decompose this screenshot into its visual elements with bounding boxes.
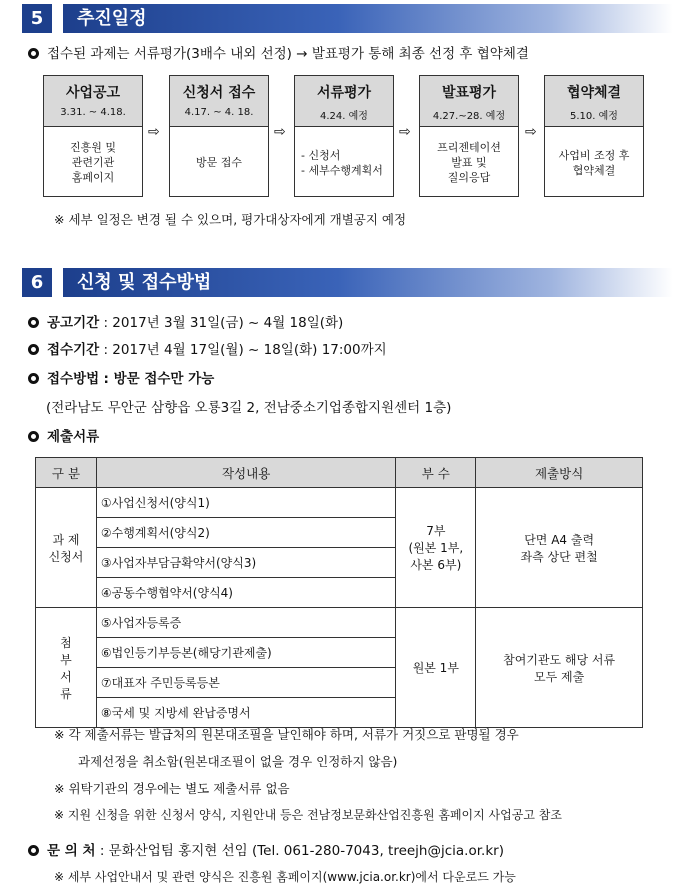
table-row <box>36 488 643 518</box>
step-box-announcement <box>43 75 143 197</box>
documents-table <box>35 457 643 728</box>
step-title: 발표평가 <box>441 85 497 101</box>
note-1: ※ 각 제출서류는 발급처의 원본대조필을 날인해야 하며, 서류가 거짓으로 판명될 경우 <box>54 727 519 742</box>
note-2: ※ 위탁기관의 경우에는 별도 제출서류 없음 <box>54 781 290 796</box>
section-5-header <box>22 4 672 33</box>
schedule-note: ※ 세부 일정은 변경 될 수 있으며, 평가대상자에게 개별공지 예정 <box>54 212 407 227</box>
section-6-header <box>22 268 672 297</box>
table-cell: ⑧국세 및 지방세 완납증명서 <box>96 698 395 728</box>
table-cell: ⑤사업자등록증 <box>96 608 395 638</box>
bullet-icon <box>28 317 39 328</box>
table-cell: ①사업신청서(양식1) <box>96 488 395 518</box>
schedule-intro <box>28 42 529 62</box>
step-body: 진흥원 및 관련기관 홈페이지 <box>69 141 116 184</box>
bullet-icon <box>28 48 39 59</box>
receipt-method: 접수방법 : 방문 접수만 가능 <box>28 367 214 387</box>
table-header-row <box>36 458 643 488</box>
header-contents: 작성내용 <box>96 458 395 488</box>
header-category: 구 분 <box>36 458 97 488</box>
method-cell: 참여기관도 해당 서류 모두 제출 <box>476 608 643 728</box>
section-title: 신청 및 접수방법 <box>63 268 673 297</box>
table-cell: ④공동수행협약서(양식4) <box>96 578 395 608</box>
step-box-agreement <box>544 75 644 197</box>
header-copies: 부 수 <box>396 458 476 488</box>
step-date: 3.31. ~ 4.18. <box>60 107 126 118</box>
step-box-application <box>169 75 269 197</box>
arrow-icon: ⇨ <box>399 124 411 140</box>
step-date: 4.24. 예정 <box>320 111 368 122</box>
announcement-period: 공고기간 : 2017년 3월 31일(금) ~ 4월 18일(화) <box>28 311 343 331</box>
step-body: - 신청서 - 세부수행계획서 <box>301 148 383 177</box>
submission-docs-label: 제출서류 <box>28 425 99 445</box>
bullet-icon <box>28 431 39 442</box>
step-body: 사업비 조정 후 협약체결 <box>558 148 630 177</box>
note-1-cont: 과제선정을 취소함(원본대조필이 없을 경우 인정하지 않음) <box>78 754 398 769</box>
group-label-attachments: 첨 부 서 류 <box>36 608 97 728</box>
header-method: 제출방식 <box>476 458 643 488</box>
arrow-icon: ⇨ <box>525 124 537 140</box>
copies-cell: 7부 (원본 1부, 사본 6부) <box>396 488 476 608</box>
table-cell: ⑥법인등기부등본(해당기관제출) <box>96 638 395 668</box>
arrow-icon: ⇨ <box>274 124 286 140</box>
copies-cell: 원본 1부 <box>396 608 476 728</box>
receipt-period: 접수기간 : 2017년 4월 17일(월) ~ 18일(화) 17:00까지 <box>28 338 387 358</box>
method-cell: 단면 A4 출력 좌측 상단 편철 <box>476 488 643 608</box>
step-title: 사업공고 <box>65 85 121 101</box>
step-box-presentation <box>419 75 519 197</box>
intro-text: 접수된 과제는 서류평가(3배수 내외 선정) → 발표평가 통해 최종 선정 후 협약체결 <box>47 46 529 62</box>
step-box-document-review <box>294 75 394 197</box>
arrow-icon: ⇨ <box>148 124 160 140</box>
download-note: ※ 세부 사업안내서 및 관련 양식은 진흥원 홈페이지(www.jcia.or.kr)에서 다운로드 가능 <box>54 870 516 884</box>
step-date: 5.10. 예정 <box>570 111 618 122</box>
table-cell: ⑦대표자 주민등록등본 <box>96 668 395 698</box>
table-cell: ②수행계획서(양식2) <box>96 518 395 548</box>
group-label-application: 과 제 신청서 <box>36 488 97 608</box>
bullet-icon <box>28 344 39 355</box>
bullet-icon <box>28 373 39 384</box>
step-body: 프리젠테이션 발표 및 질의응답 <box>437 141 501 184</box>
bullet-icon <box>28 845 39 856</box>
step-title: 서류평가 <box>316 85 372 101</box>
note-3: ※ 지원 신청을 위한 신청서 양식, 지원안내 등은 전남정보문화산업진흥원 홈페이지 사업공고 참조 <box>54 808 562 822</box>
section-number: 6 <box>22 268 52 297</box>
step-body: 방문 접수 <box>195 156 242 169</box>
step-date: 4.27.~28. 예정 <box>432 111 506 122</box>
table-row <box>36 608 643 638</box>
step-title: 신청서 접수 <box>182 85 256 101</box>
step-date: 4.17. ~ 4. 18. <box>184 107 254 118</box>
contact-line: 문 의 처 : 문화산업팀 홍지현 선임 (Tel. 061-280-7043, treejh@jcia.or.kr) <box>28 839 504 859</box>
step-title: 협약체결 <box>566 85 622 101</box>
address-text: (전라남도 무안군 삼향읍 오룡3길 2, 전남중소기업종합지원센터 1층) <box>46 400 452 416</box>
section-title: 추진일정 <box>63 4 673 33</box>
table-cell: ③사업자부담금확약서(양식3) <box>96 548 395 578</box>
section-number: 5 <box>22 4 52 33</box>
